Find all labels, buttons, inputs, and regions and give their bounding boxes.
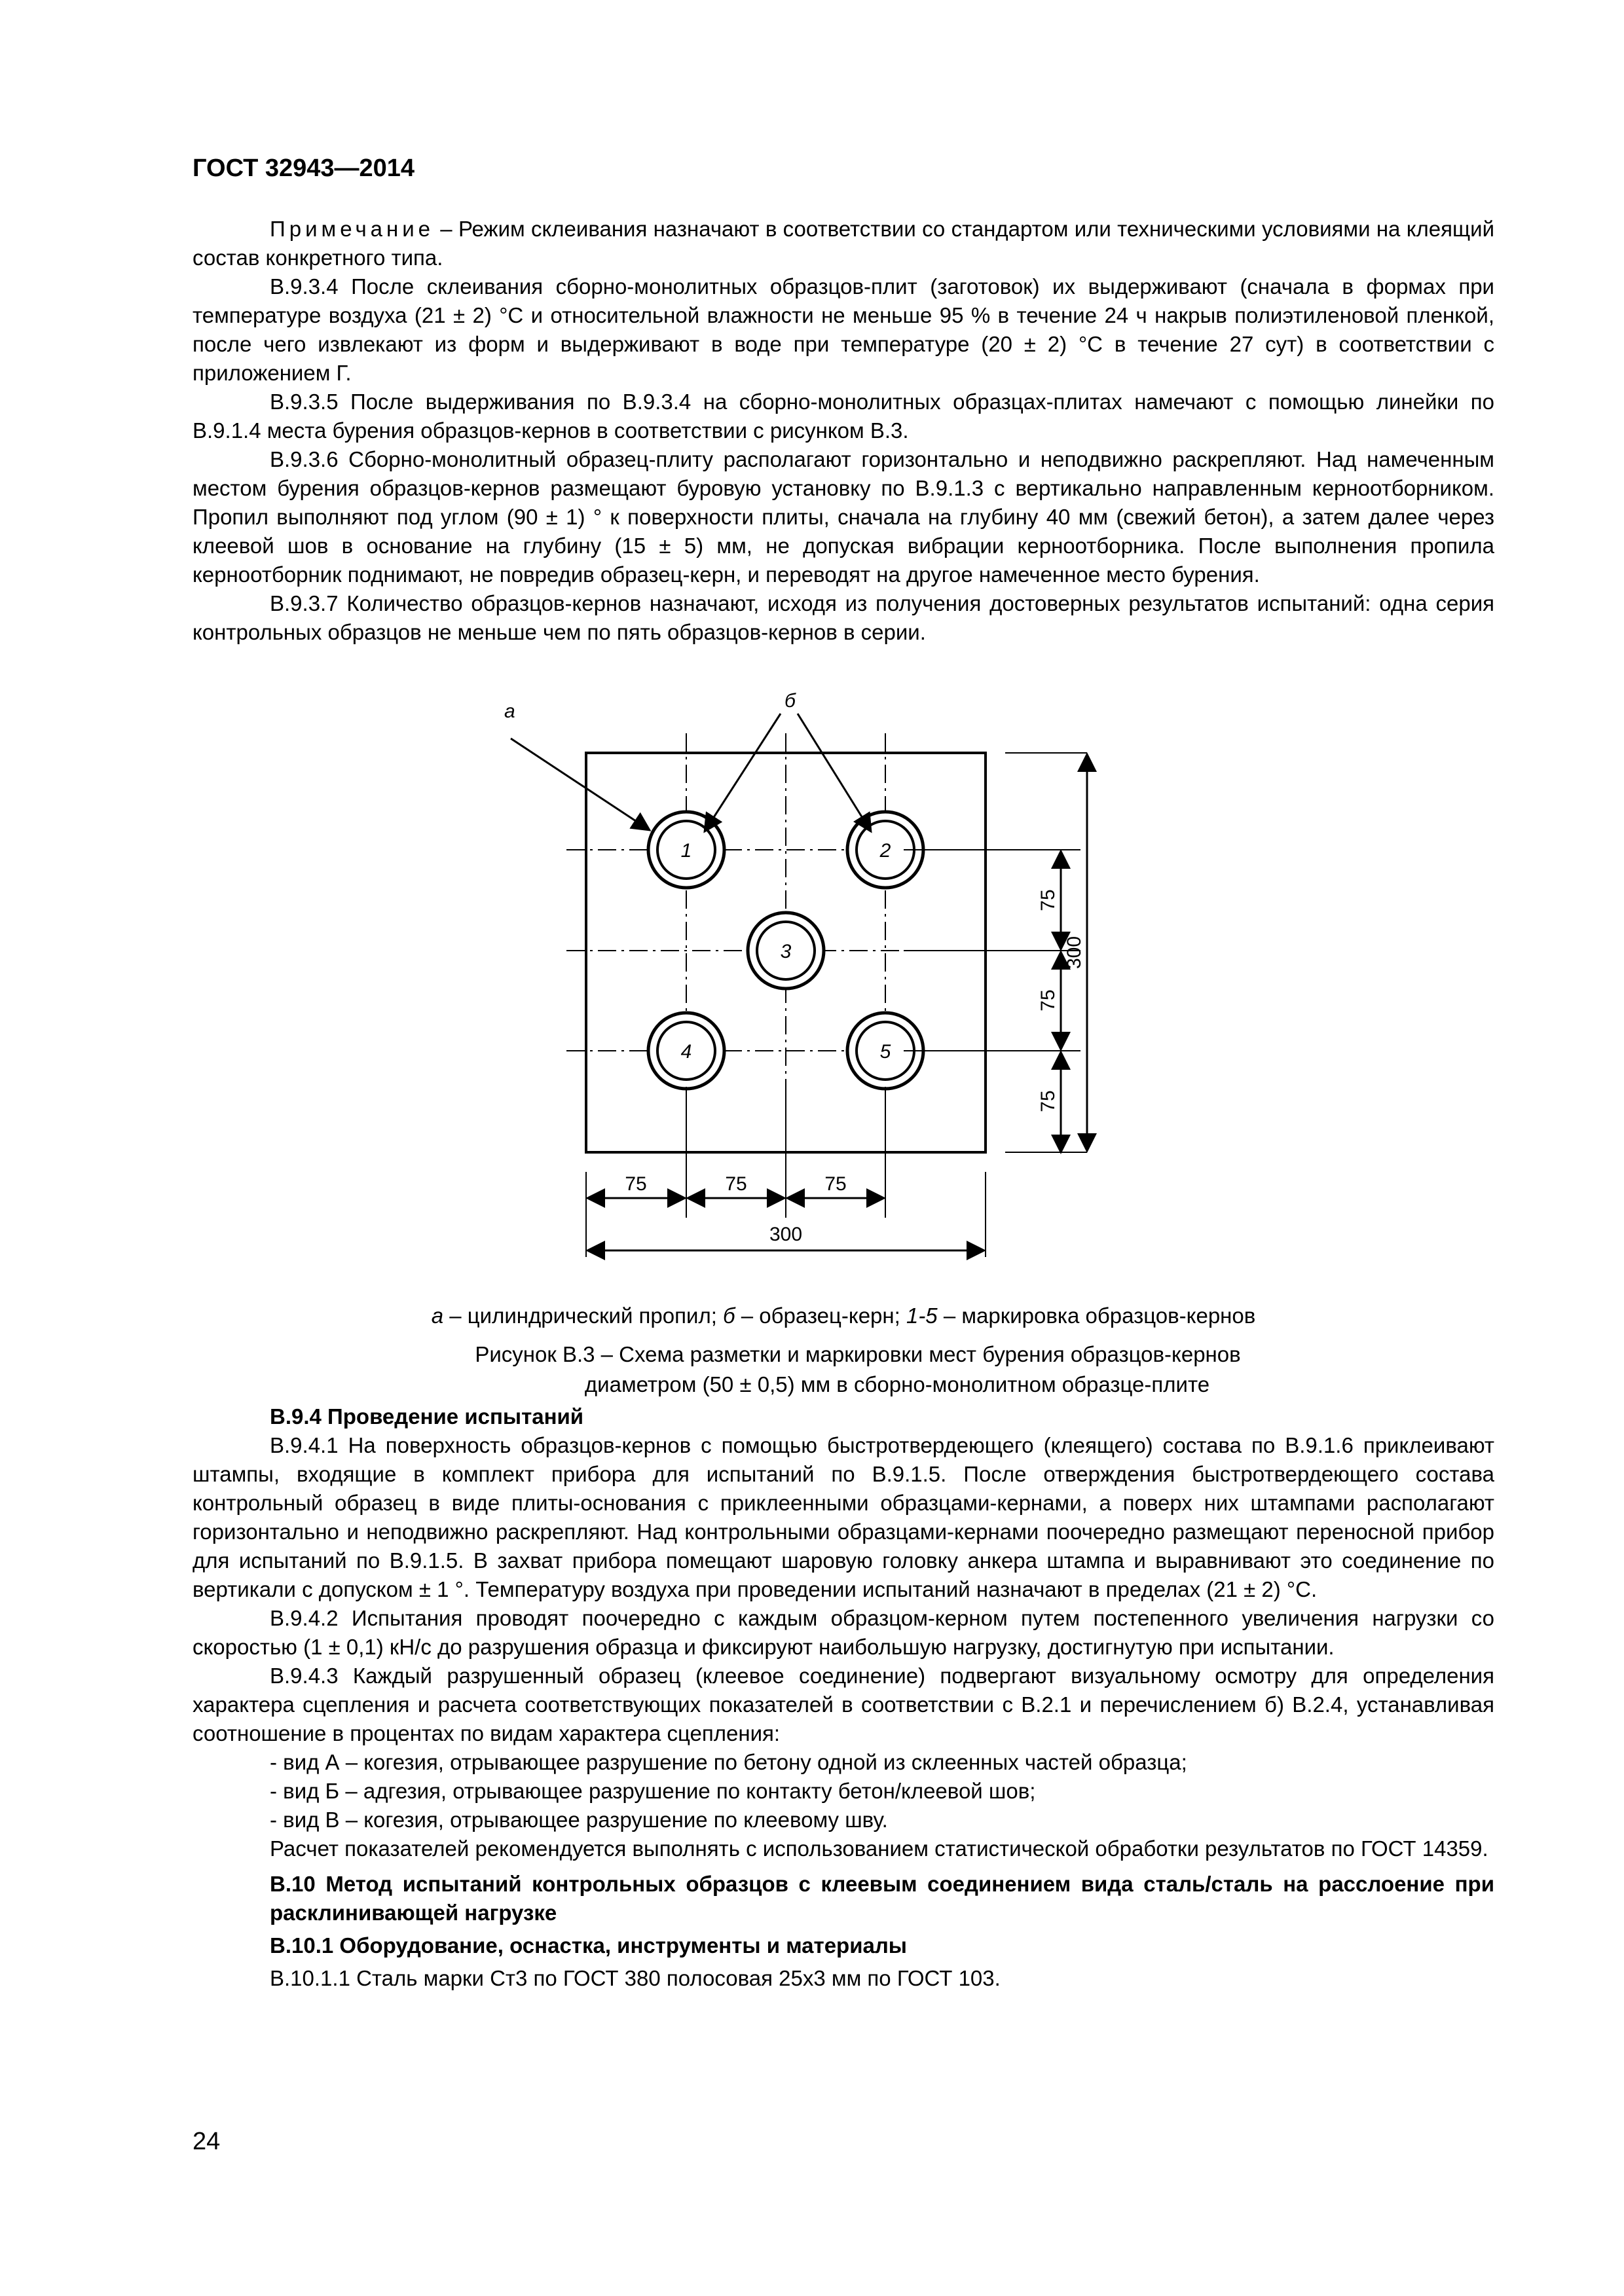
paragraph-b934: В.9.3.4 После склеивания сборно-монолитных образцов-плит (заготовок) их выдерживают (сначала в формах при температуре воздуха (21 ± 2) °С и относительной влажности не меньше 95 % в течение 24 ч накрыв полиэтиленовой пленкой, после чего извлекают из форм и выдерживают в воде при температуре (20 ± 2) °С в течение 27 сут) в соответствии с приложением Г.: [193, 274, 1494, 385]
core-label-1: 1: [680, 840, 692, 862]
list-item: - вид Б – адгезия, отрывающее разрушение по контакту бетон/клеевой шов;: [270, 1779, 1036, 1803]
core-label-2: 2: [879, 840, 891, 862]
dim-label-v2: 75: [1037, 989, 1059, 1011]
list-item: - вид А – когезия, отрывающее разрушение по бетону одной из склеенных частей образца;: [270, 1750, 1187, 1774]
dim-label-v1: 75: [1037, 889, 1059, 911]
paragraph-b941: В.9.4.1 На поверхность образцов-кернов с помощью быстротвердеющего (клеящего) состава по В.9.1.6 приклеивают штампы, входящие в комплект прибора для испытаний по В.9.1.5. После отверждения быстротвердеющего состава контрольный образец в виде плиты-основания с приклеенными образцами-кернами, а поверх них штампами располагают горизонтально и неподвижно раскрепляют. Над контрольными образцами-кернами поочередно размещают переносной прибор для испытаний по В.9.1.5. В захват прибора помещают шаровую головку анкера штампа и выравнивают это соединение по вертикали с допуском ± 1 °. Температуру воздуха при проведении испытаний назначают в пределах (21 ± 2) °С.: [193, 1433, 1494, 1601]
paragraph-b943: В.9.4.3 Каждый разрушенный образец (клеевое соединение) подвергают визуальному осмотру для определения характера сцепления и расчета соответствующих показателей в соответствии с В.2.1 и перечислением б) В.2.4, устанавливая соотношение в процентах по видам характера сцепления:: [193, 1664, 1494, 1745]
document-header: ГОСТ 32943—2014: [193, 155, 415, 182]
page-number: 24: [193, 2128, 221, 2155]
caption-line-1: Рисунок В.3 – Схема разметки и маркировки мест бурения образцов-кернов: [475, 1342, 1241, 1366]
dim-label-v3: 75: [1037, 1090, 1059, 1112]
note-text: – Режим склеивания назначают в соответствии со стандартом или техническими условиями на клеящий состав конкретного типа.: [193, 217, 1494, 270]
legend-range: 1-5: [906, 1303, 938, 1328]
paragraph-b935: В.9.3.5 После выдерживания по В.9.3.4 на сборно-монолитных образцах-плитах намечают с помощью линейки по В.9.1.4 места бурения образцов-кернов в соответствии с рисунком В.3.: [193, 390, 1494, 443]
dim-label-h3: 75: [824, 1173, 847, 1195]
dim-label-v-total: 300: [1063, 936, 1085, 970]
core-label-3: 3: [780, 941, 792, 962]
legend-b-text: – образец-керн;: [735, 1303, 906, 1328]
note-label: Примечание: [270, 217, 435, 241]
note-paragraph: [193, 215, 1494, 272]
core-4: [648, 1013, 724, 1089]
core-1: [648, 812, 724, 888]
legend-a-text: – цилиндрический пропил;: [443, 1303, 724, 1328]
core-3: [748, 913, 824, 989]
label-b: б: [784, 690, 796, 712]
caption-line-2: диаметром (50 ± 0,5) мм в сборно-монолитном образце-плите: [584, 1372, 1210, 1396]
legend-b: б: [723, 1303, 735, 1328]
paragraph-b936: В.9.3.6 Сборно-монолитный образец-плиту располагают горизонтально и неподвижно раскрепляют. Над намеченным местом бурения образцов-кернов размещают буровую установку по В.9.1.3 с вертикально направленным керноотборником. Пропил выполняют под углом (90 ± 1) ° к поверхности плиты, сначала на глубину 40 мм (свежий бетон), а затем далее через клеевой шов в основание на глубину (15 ± 5) мм, не допуская вибрации керноотборника. После выполнения пропила керноотборник поднимают, не повредив образец-керн, и переводят на другое намеченное место бурения.: [193, 447, 1494, 587]
paragraph-b1011: В.10.1.1 Сталь марки Ст3 по ГОСТ 380 полосовая 25х3 мм по ГОСТ 103.: [270, 1966, 1001, 1990]
label-a: а: [504, 701, 515, 722]
core-label-5: 5: [879, 1041, 891, 1063]
heading-b94: В.9.4 Проведение испытаний: [270, 1404, 584, 1429]
heading-b10: В.10 Метод испытаний контрольных образцов с клеевым соединением вида сталь/сталь на расслоение при расклинивающей нагрузке: [270, 1872, 1494, 1925]
figure-caption: [413, 1339, 1303, 1400]
dim-label-h1: 75: [625, 1173, 647, 1195]
dim-label-h-total: 300: [769, 1224, 803, 1245]
paragraph-b937: В.9.3.7 Количество образцов-кернов назначают, исходя из получения достоверных результатов испытаний: одна серия контрольных образцов не меньше чем по пять образцов-кернов в серии.: [193, 591, 1494, 644]
legend-a: а: [431, 1303, 444, 1328]
text-block-upper: [193, 215, 1494, 647]
paragraph-b942: В.9.4.2 Испытания проводят поочередно с каждым образцом-керном путем постепенного увеличения нагрузки со скоростью (1 ± 0,1) кН/с до разрушения образца и фиксируют наибольшую нагрузку, достигнутую при испытании.: [193, 1606, 1494, 1659]
dim-label-h2: 75: [725, 1173, 747, 1195]
adhesion-type-list: [193, 1748, 1494, 1834]
figure-legend: [193, 1302, 1494, 1330]
list-item: - вид В – когезия, отрывающее разрушение по клеевому шву.: [270, 1808, 888, 1832]
core-label-4: 4: [680, 1041, 692, 1063]
paragraph-calc: Расчет показателей рекомендуется выполнять с использованием статистической обработки результатов по ГОСТ 14359.: [270, 1836, 1488, 1861]
text-block-lower: [193, 1402, 1494, 1993]
figure-b3-drilling-scheme: [504, 690, 1087, 1309]
legend-range-text: – маркировка образцов-кернов: [937, 1303, 1256, 1328]
drilling-diagram: [504, 690, 1087, 1309]
heading-b101: В.10.1 Оборудование, оснастка, инструменты и материалы: [270, 1933, 907, 1958]
